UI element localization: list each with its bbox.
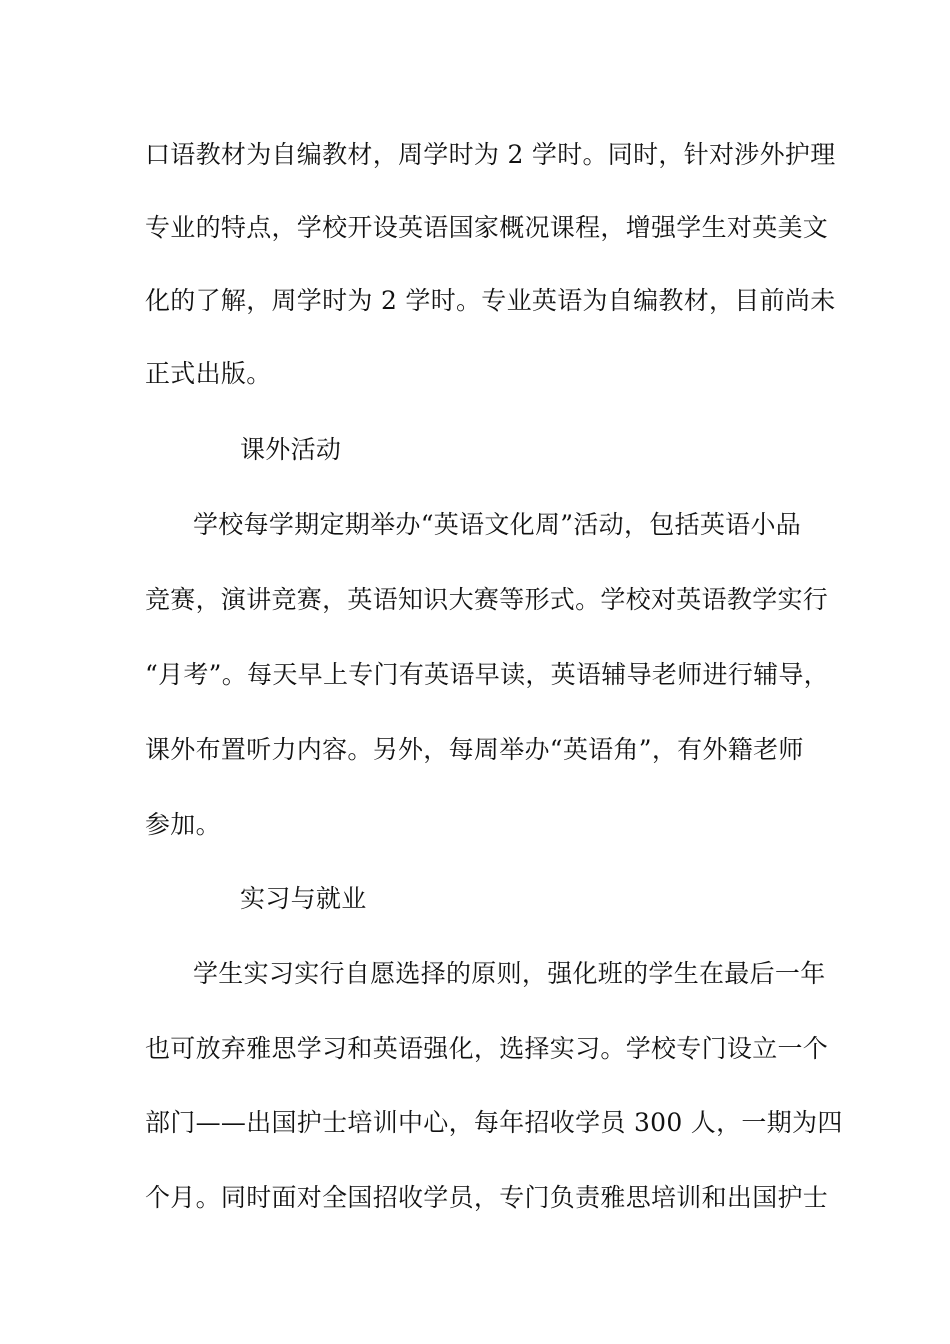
paragraph-3-line-4: 个月。同时面对全国招收学员，专门负责雅思培训和出国护士: [145, 1183, 829, 1212]
paragraph-3-line-2: 也可放弃雅思学习和英语强化，选择实习。学校专门设立一个: [145, 1034, 829, 1063]
section-heading-extracurricular: 课外活动: [240, 435, 342, 464]
paragraph-1-line-3: 化的了解，周学时为 2 学时。专业英语为自编教材，目前尚未: [145, 286, 836, 315]
paragraph-1-line-2: 专业的特点，学校开设英语国家概况课程，增强学生对英美文: [145, 213, 829, 242]
paragraph-2-line-1: 学校每学期定期举办“英语文化周”活动，包括英语小品: [193, 510, 802, 539]
paragraph-2-line-5: 参加。: [145, 810, 221, 839]
paragraph-1-line-4: 正式出版。: [145, 359, 272, 388]
paragraph-2-line-4: 课外布置听力内容。另外，每周举办“英语角”，有外籍老师: [145, 735, 804, 764]
section-heading-internship: 实习与就业: [240, 884, 367, 913]
paragraph-3-line-3: 部门——出国护士培训中心，每年招收学员 300 人，一期为四: [145, 1108, 843, 1137]
paragraph-3-line-1: 学生实习实行自愿选择的原则，强化班的学生在最后一年: [193, 959, 826, 988]
paragraph-2-line-2: 竞赛，演讲竞赛，英语知识大赛等形式。学校对英语教学实行: [145, 585, 829, 614]
paragraph-1-line-1: 口语教材为自编教材，周学时为 2 学时。同时，针对涉外护理: [145, 140, 836, 169]
paragraph-2-line-3: “月考”。每天早上专门有英语早读，英语辅导老师进行辅导，: [145, 660, 829, 689]
